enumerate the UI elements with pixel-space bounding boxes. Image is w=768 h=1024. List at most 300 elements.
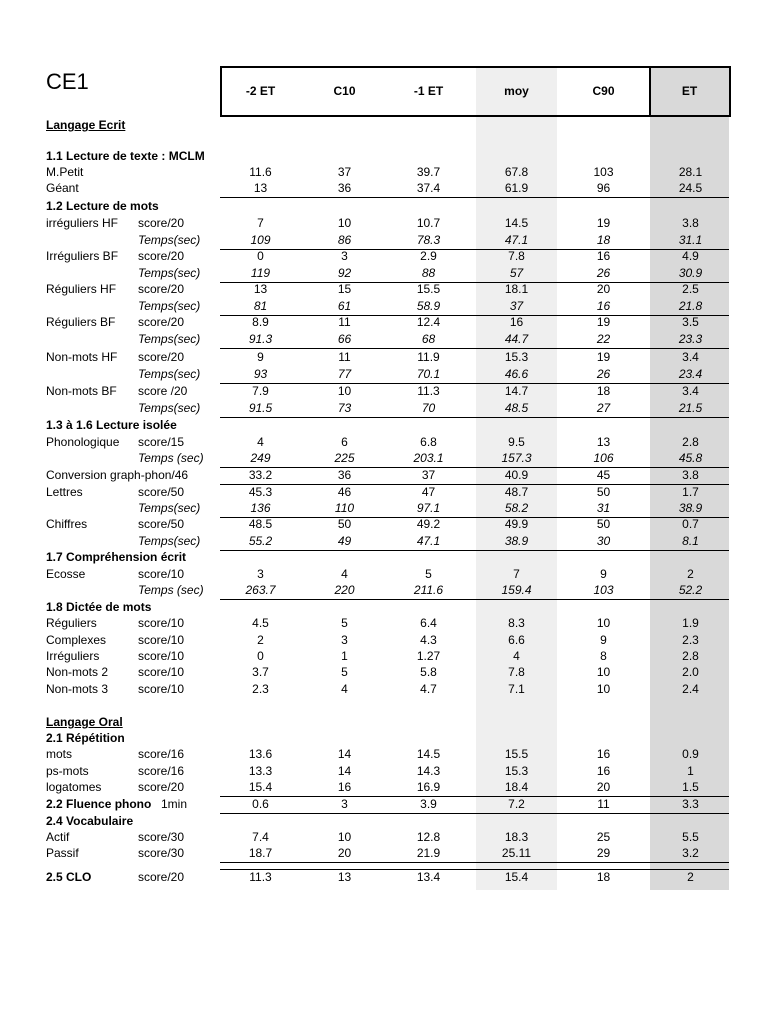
cell-moy: 6.6: [508, 633, 525, 647]
cell-c10: 3: [341, 797, 348, 811]
cell-m1et: 12.4: [416, 315, 441, 329]
cell-moy: 7: [513, 567, 520, 581]
cell-moy: 18.1: [504, 282, 529, 296]
cell-et: 0.9: [682, 747, 699, 761]
cell-moy: 47.1: [504, 233, 529, 247]
cell-m1et: 78.3: [416, 233, 441, 247]
cell-c90: 8: [600, 649, 607, 663]
row-unit: Temps(sec): [138, 332, 201, 346]
cell-c90: 9: [600, 567, 607, 581]
cell-m1et: 15.5: [416, 282, 441, 296]
table-row: [0, 400, 768, 417]
cell-moy: 16: [509, 315, 524, 329]
cell-c90: 10: [596, 616, 611, 630]
table-row: [0, 450, 768, 467]
cell-m1et: 49.2: [416, 517, 441, 531]
cell-et: 1.7: [682, 485, 699, 499]
section-label: 1.2 Lecture de mots: [46, 199, 159, 213]
table-row: [0, 281, 768, 298]
row-unit: score/20: [138, 780, 185, 794]
cell-m1et: 12.8: [416, 830, 441, 844]
cell-moy: 9.5: [508, 435, 525, 449]
row-label: irréguliers HF: [46, 216, 119, 230]
cell-et: 30.9: [678, 266, 703, 280]
cell-m1et: 47: [421, 485, 436, 499]
cell-m2et: 2: [257, 633, 264, 647]
cell-moy: 48.7: [504, 485, 529, 499]
cell-m2et: 109: [250, 233, 271, 247]
cell-m1et: 58.9: [416, 299, 441, 313]
cell-moy: 58.2: [504, 501, 529, 515]
cell-c10: 66: [337, 332, 352, 346]
cell-m1et: 2.9: [420, 249, 437, 263]
cell-moy: 7.8: [508, 249, 525, 263]
page-title: CE1: [46, 69, 89, 94]
section-heading: [0, 117, 768, 134]
cell-c10: 16: [337, 780, 352, 794]
cell-m2et: 13: [253, 282, 268, 296]
section-label: 2.4 Vocabulaire: [46, 814, 134, 828]
row-unit: score/20: [138, 249, 185, 263]
cell-et: 3.3: [682, 797, 699, 811]
cell-c10: 1: [341, 649, 348, 663]
cell-et: 3.4: [682, 350, 699, 364]
cell-c10: 86: [337, 233, 352, 247]
cell-c10: 20: [337, 846, 352, 860]
cell-moy: 38.9: [504, 534, 529, 548]
cell-et: 5.5: [682, 830, 699, 844]
cell-c10: 92: [337, 266, 352, 280]
cell-c90: 16: [596, 747, 611, 761]
cell-m2et: 15.4: [248, 780, 273, 794]
table-row: [0, 779, 768, 796]
table-row: [0, 484, 768, 501]
cell-c10: 46: [337, 485, 352, 499]
cell-c10: 110: [334, 501, 355, 515]
row-unit: score/20: [138, 315, 185, 329]
cell-moy: 14.5: [504, 216, 529, 230]
cell-m2et: 2.3: [252, 682, 269, 696]
cell-et: 1.5: [682, 780, 699, 794]
table-row: [0, 533, 768, 550]
cell-c90: 31: [596, 501, 611, 515]
row-label: Réguliers HF: [46, 282, 117, 296]
cell-moy: 7.1: [508, 682, 525, 696]
cell-m2et: 7: [257, 216, 264, 230]
table-row: [0, 516, 768, 533]
table-row: [0, 232, 768, 249]
row-unit: score/15: [138, 435, 185, 449]
cell-c90: 25: [596, 830, 611, 844]
table-row: [0, 796, 768, 813]
cell-c10: 3: [341, 633, 348, 647]
cell-m1et: 21.9: [416, 846, 441, 860]
cell-m2et: 249: [250, 451, 271, 465]
cell-c90: 45: [596, 468, 611, 482]
cell-moy: 48.5: [504, 401, 529, 415]
table-row: [0, 248, 768, 265]
header-minus1et: -1 ET: [413, 84, 444, 98]
row-divider: [220, 862, 729, 863]
cell-c90: 18: [596, 870, 611, 884]
cell-c90: 19: [596, 216, 611, 230]
cell-m1et: 11.3: [417, 384, 440, 398]
cell-c10: 11: [338, 315, 351, 329]
cell-c10: 14: [337, 747, 352, 761]
cell-et: 28.1: [678, 165, 703, 179]
cell-moy: 157.3: [501, 451, 532, 465]
table-row: [0, 746, 768, 763]
cell-m1et: 3.9: [420, 797, 437, 811]
cell-moy: 25.11: [501, 846, 532, 860]
cell-c10: 5: [341, 665, 348, 679]
section-label: Langage Ecrit: [46, 118, 126, 132]
cell-c10: 4: [341, 567, 348, 581]
header-et: ET: [681, 84, 698, 98]
table-row: [0, 215, 768, 232]
cell-m2et: 8.9: [252, 315, 269, 329]
cell-et: 23.4: [678, 367, 703, 381]
cell-c90: 18: [596, 384, 611, 398]
row-unit: Temps(sec): [138, 401, 201, 415]
cell-m1et: 70.1: [416, 367, 441, 381]
cell-c10: 36: [337, 468, 352, 482]
cell-moy: 18.3: [504, 830, 529, 844]
row-label: Lettres: [46, 485, 83, 499]
cell-et: 52.2: [678, 583, 703, 597]
cell-c10: 49: [337, 534, 352, 548]
cell-c90: 16: [596, 299, 611, 313]
cell-m1et: 13.4: [416, 870, 441, 884]
table-row: [0, 582, 768, 599]
cell-et: 2.5: [682, 282, 699, 296]
cell-moy: 4: [513, 649, 520, 663]
cell-m2et: 81: [253, 299, 268, 313]
row-label: Phonologique: [46, 435, 120, 449]
cell-c10: 13: [337, 870, 352, 884]
cell-c10: 11: [338, 350, 351, 364]
cell-c90: 19: [596, 350, 611, 364]
table-row: [0, 383, 768, 400]
cell-et: 45.8: [678, 451, 703, 465]
cell-c10: 10: [337, 830, 352, 844]
cell-c10: 10: [337, 216, 352, 230]
cell-moy: 15.5: [504, 747, 529, 761]
cell-moy: 15.3: [504, 350, 529, 364]
row-unit: Temps(sec): [138, 367, 201, 381]
section-label: 1.7 Compréhension écrit: [46, 550, 187, 564]
row-unit: score/20: [138, 282, 185, 296]
cell-c90: 106: [593, 451, 614, 465]
cell-c90: 20: [596, 282, 611, 296]
row-unit: Temps(sec): [138, 534, 201, 548]
cell-m2et: 0.6: [252, 797, 269, 811]
cell-c90: 96: [596, 181, 611, 195]
section-heading: [0, 813, 768, 830]
row-label: Réguliers BF: [46, 315, 116, 329]
cell-et: 31.1: [678, 233, 703, 247]
row-unit: score/10: [138, 567, 185, 581]
cell-m1et: 47.1: [416, 534, 441, 548]
table-row: [0, 664, 768, 681]
cell-m2et: 55.2: [248, 534, 273, 548]
cell-m1et: 4.7: [420, 682, 437, 696]
table-row: [0, 763, 768, 780]
row-unit: score/10: [138, 633, 185, 647]
cell-m2et: 4: [257, 435, 264, 449]
section-heading: [0, 599, 768, 616]
cell-moy: 46.6: [504, 367, 529, 381]
cell-c10: 61: [337, 299, 352, 313]
cell-moy: 61.9: [504, 181, 529, 195]
cell-et: 3.2: [682, 846, 699, 860]
section-heading: [0, 198, 768, 215]
row-unit: score/20: [138, 216, 185, 230]
cell-m2et: 3.7: [252, 665, 269, 679]
cell-m1et: 88: [421, 266, 436, 280]
row-label: Réguliers: [46, 616, 97, 630]
cell-c90: 10: [596, 665, 611, 679]
cell-et: 0.7: [682, 517, 699, 531]
row-label: ps-mots: [46, 764, 89, 778]
cell-c90: 9: [600, 633, 607, 647]
cell-c90: 103: [593, 165, 614, 179]
cell-moy: 44.7: [504, 332, 529, 346]
cell-et: 1.9: [682, 616, 699, 630]
table-row: [0, 829, 768, 846]
cell-et: 2.8: [682, 649, 699, 663]
cell-c10: 36: [337, 181, 352, 195]
cell-m2et: 13.6: [248, 747, 273, 761]
cell-moy: 15.4: [504, 870, 529, 884]
table-row: [0, 314, 768, 331]
row-divider: [220, 869, 729, 870]
cell-m1et: 6.8: [420, 435, 437, 449]
cell-c90: 50: [596, 517, 611, 531]
section-heading: [0, 417, 768, 434]
cell-et: 2.4: [682, 682, 699, 696]
cell-et: 2: [687, 567, 694, 581]
row-unit: score/50: [138, 485, 185, 499]
cell-c10: 15: [337, 282, 352, 296]
cell-et: 21.8: [678, 299, 703, 313]
table-row: [0, 180, 768, 197]
cell-m1et: 5: [425, 567, 432, 581]
table-row: [0, 681, 768, 698]
cell-m2et: 11.3: [249, 870, 272, 884]
cell-et: 2.0: [682, 665, 699, 679]
cell-m2et: 91.5: [248, 401, 273, 415]
cell-m2et: 91.3: [248, 332, 273, 346]
cell-c90: 29: [596, 846, 611, 860]
cell-m1et: 37: [421, 468, 436, 482]
cell-m2et: 18.7: [248, 846, 273, 860]
row-label: Non-mots 2: [46, 665, 109, 679]
cell-m2et: 7.9: [252, 384, 269, 398]
cell-c10: 225: [334, 451, 355, 465]
header-minus2et: -2 ET: [245, 84, 276, 98]
cell-m1et: 68: [421, 332, 436, 346]
cell-moy: 18.4: [504, 780, 529, 794]
table-row: [0, 845, 768, 862]
cell-et: 3.8: [682, 216, 699, 230]
cell-et: 2.8: [682, 435, 699, 449]
row-unit: Temps(sec): [138, 266, 201, 280]
row-unit: Temps(sec): [138, 501, 201, 515]
cell-m1et: 14.5: [416, 747, 441, 761]
row-label: Ecosse: [46, 567, 86, 581]
cell-m1et: 5.8: [420, 665, 437, 679]
row-label: M.Petit: [46, 165, 84, 179]
section-label: 1.1 Lecture de texte : MCLM: [46, 149, 205, 163]
cell-m1et: 4.3: [420, 633, 437, 647]
cell-et: 21.5: [678, 401, 703, 415]
cell-m2et: 263.7: [245, 583, 276, 597]
row-label: Conversion graph-phon/46: [46, 468, 189, 482]
row-label: Irréguliers: [46, 649, 100, 663]
cell-m1et: 211.6: [413, 583, 444, 597]
row-unit: Temps (sec): [138, 583, 204, 597]
table-row: [0, 632, 768, 649]
section-label: 1.8 Dictée de mots: [46, 600, 152, 614]
row-label: Complexes: [46, 633, 107, 647]
cell-moy: 14.7: [504, 384, 529, 398]
cell-c90: 20: [596, 780, 611, 794]
cell-moy: 159.4: [501, 583, 532, 597]
cell-moy: 57: [509, 266, 524, 280]
row-unit: score/10: [138, 649, 185, 663]
cell-c90: 19: [596, 315, 611, 329]
cell-moy: 67.8: [504, 165, 529, 179]
row-unit: score/16: [138, 747, 185, 761]
cell-et: 23.3: [678, 332, 703, 346]
cell-et: 3.8: [682, 468, 699, 482]
cell-c90: 30: [596, 534, 611, 548]
table-row: [0, 265, 768, 282]
cell-c90: 50: [596, 485, 611, 499]
cell-m1et: 11.9: [417, 350, 440, 364]
cell-moy: 7.8: [508, 665, 525, 679]
cell-moy: 40.9: [504, 468, 529, 482]
section-label: Langage Oral: [46, 715, 123, 729]
table-row: [0, 366, 768, 383]
cell-c10: 73: [337, 401, 352, 415]
row-unit: Temps(sec): [138, 233, 201, 247]
row-unit: score /20: [138, 384, 188, 398]
cell-c10: 220: [334, 583, 355, 597]
row-label: Géant: [46, 181, 79, 195]
table-row: [0, 349, 768, 366]
cell-c90: 26: [596, 367, 611, 381]
cell-m2et: 136: [250, 501, 271, 515]
row-label: logatomes: [46, 780, 102, 794]
row-unit: Temps (sec): [138, 451, 204, 465]
cell-m2et: 93: [253, 367, 268, 381]
cell-m2et: 7.4: [252, 830, 269, 844]
row-unit: Temps(sec): [138, 299, 201, 313]
cell-c90: 22: [596, 332, 611, 346]
cell-m2et: 33.2: [248, 468, 273, 482]
cell-moy: 37: [509, 299, 524, 313]
cell-m2et: 119: [250, 266, 271, 280]
cell-m2et: 4.5: [252, 616, 269, 630]
row-label: Non-mots HF: [46, 350, 118, 364]
cell-c10: 37: [337, 165, 352, 179]
cell-c10: 5: [341, 616, 348, 630]
cell-et: 3.4: [682, 384, 699, 398]
cell-et: 38.9: [678, 501, 703, 515]
table-row: [0, 869, 768, 886]
table-row: [0, 615, 768, 632]
cell-et: 1: [687, 764, 694, 778]
cell-m2et: 45.3: [248, 485, 273, 499]
cell-m1et: 37.4: [416, 181, 441, 195]
cell-m1et: 1.27: [416, 649, 441, 663]
cell-m1et: 70: [421, 401, 436, 415]
cell-m2et: 13: [253, 181, 268, 195]
section-heading: [0, 714, 768, 731]
cell-c90: 16: [596, 249, 611, 263]
header-c10: C10: [333, 84, 356, 98]
table-row: [0, 331, 768, 348]
cell-c10: 77: [337, 367, 352, 381]
row-label: Passif: [46, 846, 79, 860]
cell-c90: 27: [596, 401, 611, 415]
cell-c90: 103: [593, 583, 614, 597]
row-label: mots: [46, 747, 73, 761]
cell-c90: 18: [596, 233, 611, 247]
row-unit: score/20: [138, 350, 185, 364]
section-label: 2.1 Répétition: [46, 731, 125, 745]
cell-et: 3.5: [682, 315, 699, 329]
cell-c10: 3: [341, 249, 348, 263]
cell-moy: 8.3: [508, 616, 525, 630]
cell-et: 4.9: [682, 249, 699, 263]
row-unit: score/10: [138, 616, 185, 630]
header-c90: C90: [592, 84, 615, 98]
row-unit: score/10: [138, 682, 185, 696]
cell-et: 2.3: [682, 633, 699, 647]
cell-m2et: 11.6: [249, 165, 272, 179]
table-row: [0, 648, 768, 665]
row-unit: score/20: [138, 870, 185, 884]
cell-c10: 6: [341, 435, 348, 449]
row-unit: score/50: [138, 517, 185, 531]
cell-m2et: 48.5: [248, 517, 273, 531]
cell-c90: 11: [597, 797, 610, 811]
cell-c90: 16: [596, 764, 611, 778]
cell-m2et: 9: [257, 350, 264, 364]
cell-c10: 50: [337, 517, 352, 531]
row-unit: score/30: [138, 830, 185, 844]
cell-m1et: 16.9: [416, 780, 441, 794]
row-label: 2.5 CLO: [46, 870, 92, 884]
row-unit: score/30: [138, 846, 185, 860]
table-row: [0, 164, 768, 181]
cell-m1et: 203.1: [413, 451, 444, 465]
header-moy: moy: [504, 84, 529, 98]
cell-m1et: 10.7: [416, 216, 441, 230]
table-row: [0, 298, 768, 315]
row-label: Irréguliers BF: [46, 249, 119, 263]
cell-c10: 14: [337, 764, 352, 778]
cell-c10: 4: [341, 682, 348, 696]
table-row: [0, 566, 768, 583]
cell-c10: 10: [337, 384, 352, 398]
cell-moy: 7.2: [508, 797, 525, 811]
cell-moy: 49.9: [504, 517, 529, 531]
row-label: Non-mots 3: [46, 682, 109, 696]
